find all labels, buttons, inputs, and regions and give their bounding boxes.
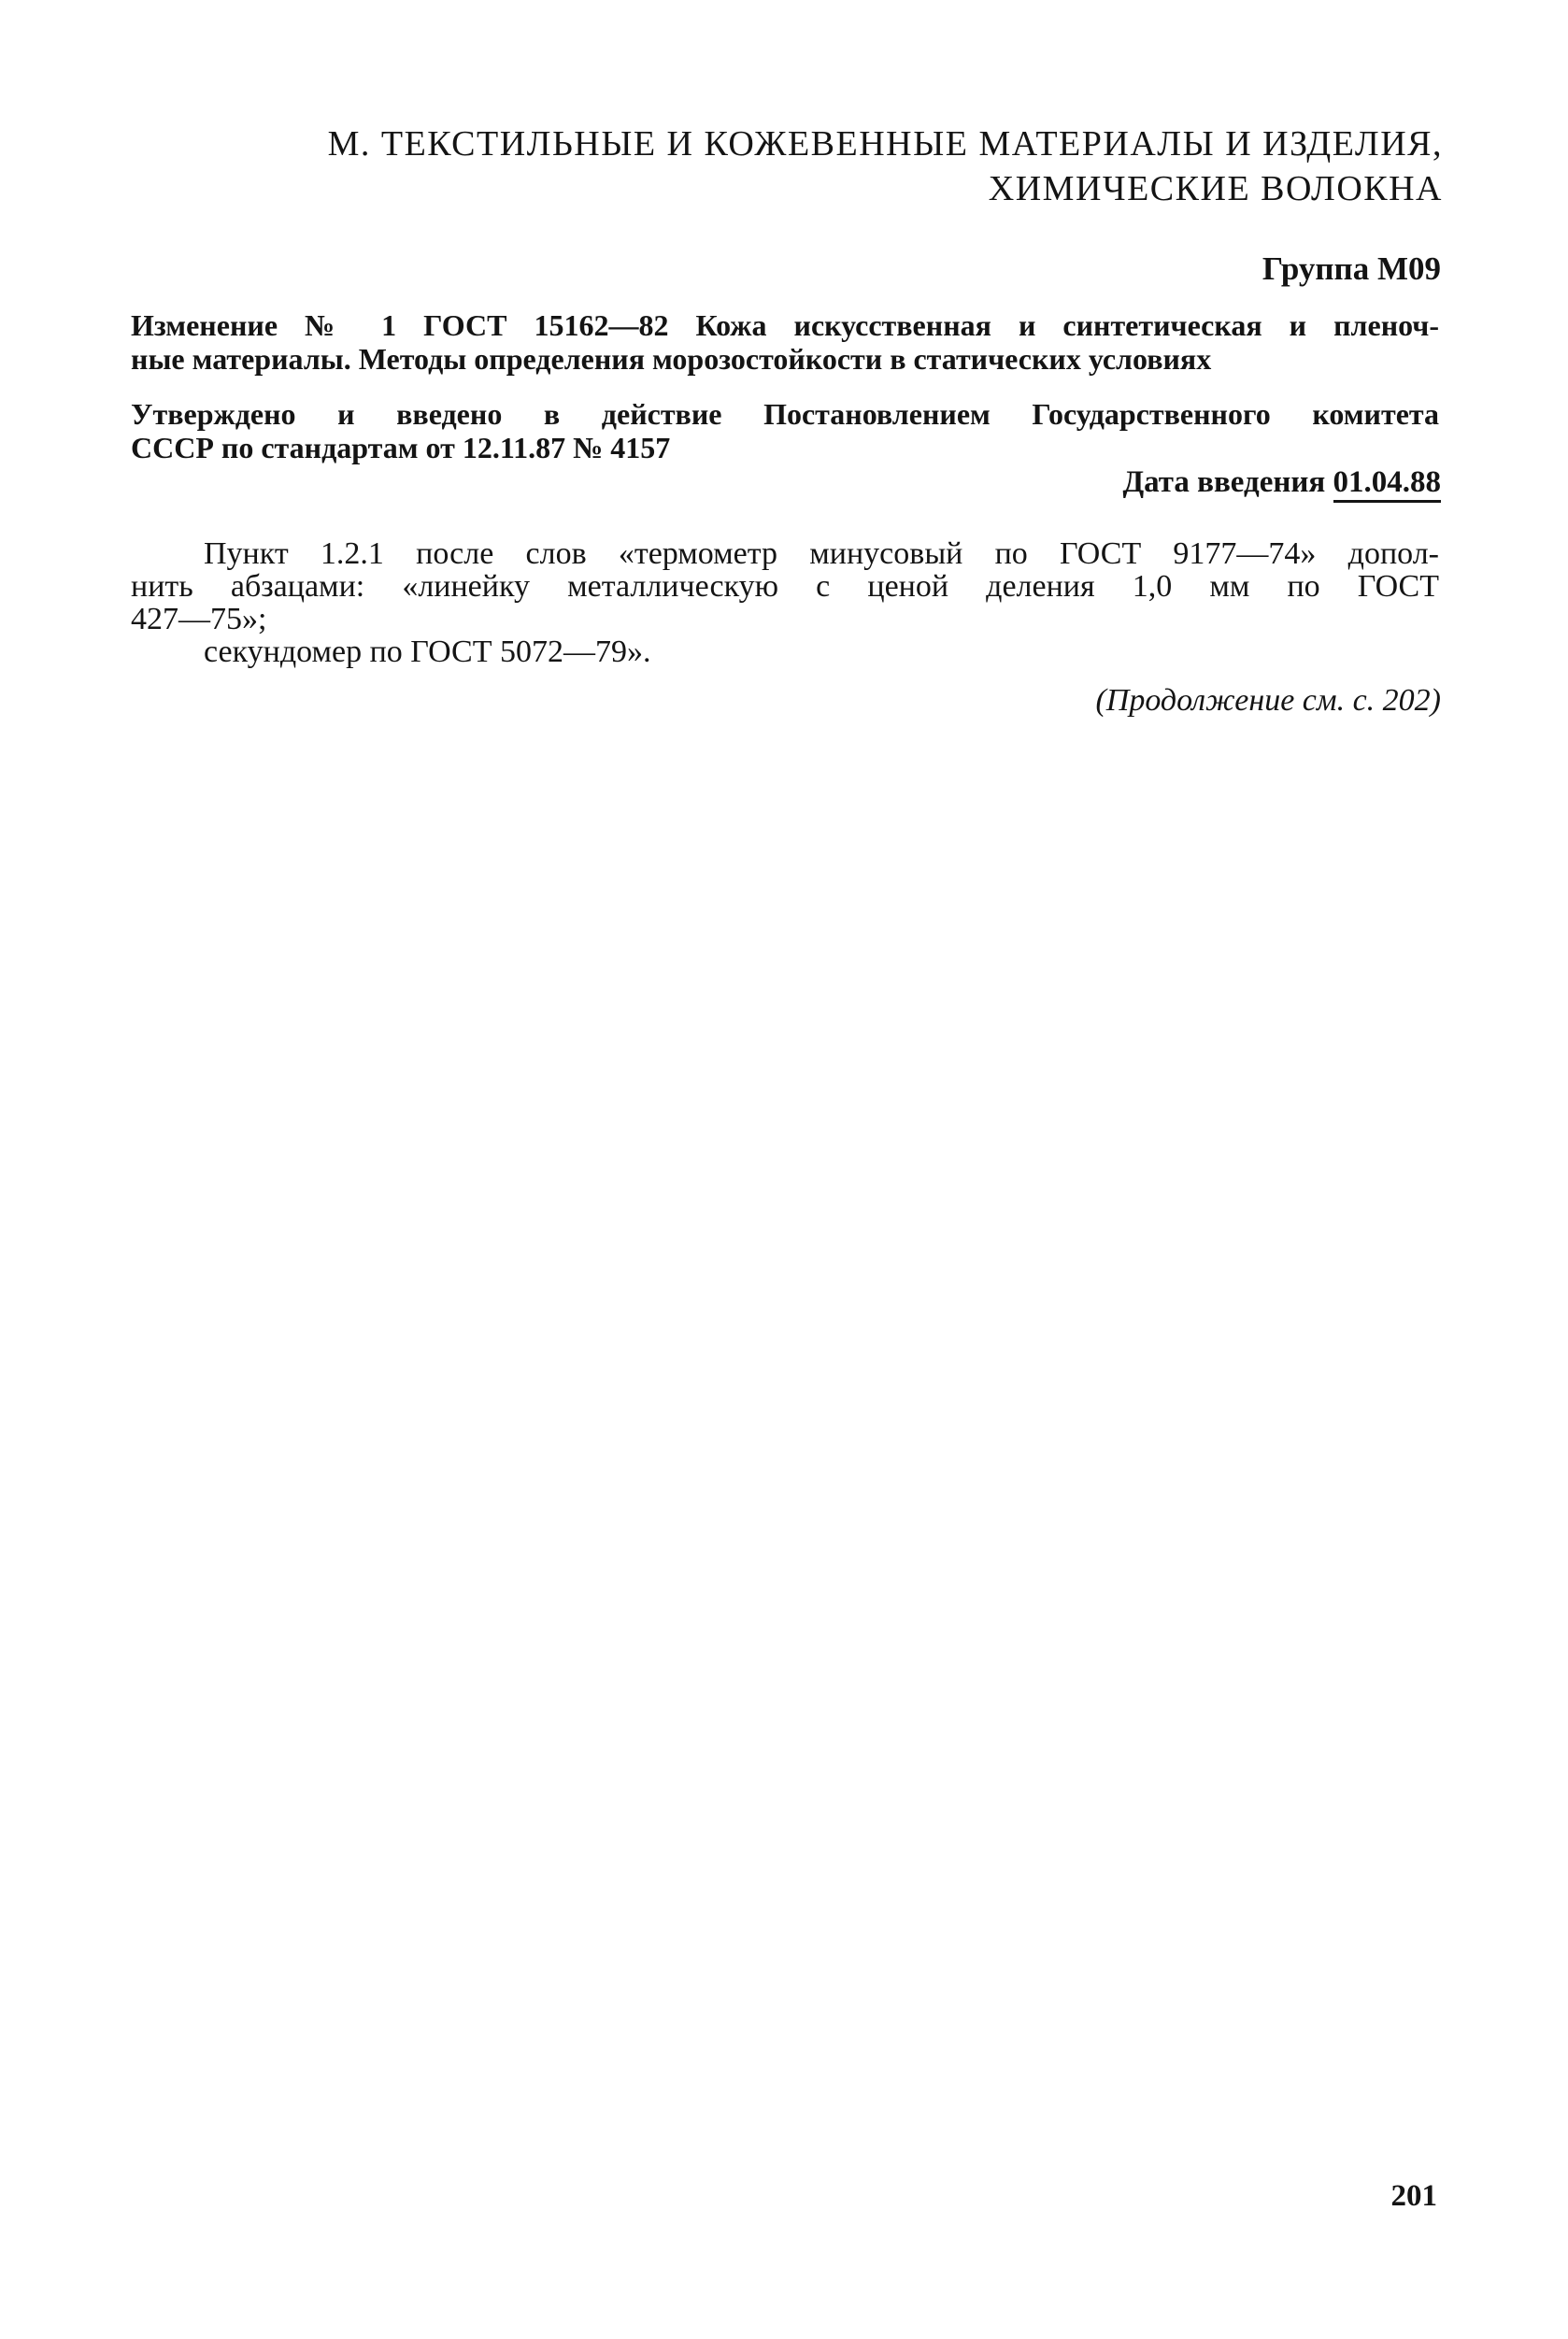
introduction-date [1122,464,1441,501]
section-heading [135,121,1443,211]
change-title-line-2: ные материалы. Методы определения морозостойкости в статических условиях [131,342,1212,376]
group-label: Группа М09 [1262,250,1441,287]
approval-statement [131,397,1439,464]
change-title-line-1: Изменение № 1 ГОСТ 15162—82 Кожа искусственная и синтетическая и пленоч- [131,308,1439,342]
body-line-3: 427—75»; [131,602,267,636]
approval-line-1: Утверждено и введено в действие Постановлением Государственного комитета [131,397,1439,431]
amendment-body [131,537,1439,668]
body-line-4: секундомер по ГОСТ 5072—79». [204,635,651,669]
introduction-date-value: 01.04.88 [1333,465,1442,503]
section-heading-line-1: М. ТЕКСТИЛЬНЫЕ И КОЖЕВЕННЫЕ МАТЕРИАЛЫ И ИЗДЕЛИЯ, [327,124,1443,164]
body-line-1: Пункт 1.2.1 после слов «термометр минусовый по ГОСТ 9177—74» допол- [204,536,1439,571]
approval-line-2: СССР по стандартам от 12.11.87 № 4157 [131,431,671,464]
section-heading-line-2: ХИМИЧЕСКИЕ ВОЛОКНА [988,169,1443,208]
page-number: 201 [1390,2179,1437,2213]
introduction-date-label: Дата введения [1122,465,1326,499]
continuation-note: (Продолжение см. с. 202) [1095,683,1441,718]
change-title [131,308,1439,376]
body-line-2: нить абзацами: «линейку металлическую с ценой деления 1,0 мм по ГОСТ [131,569,1439,604]
